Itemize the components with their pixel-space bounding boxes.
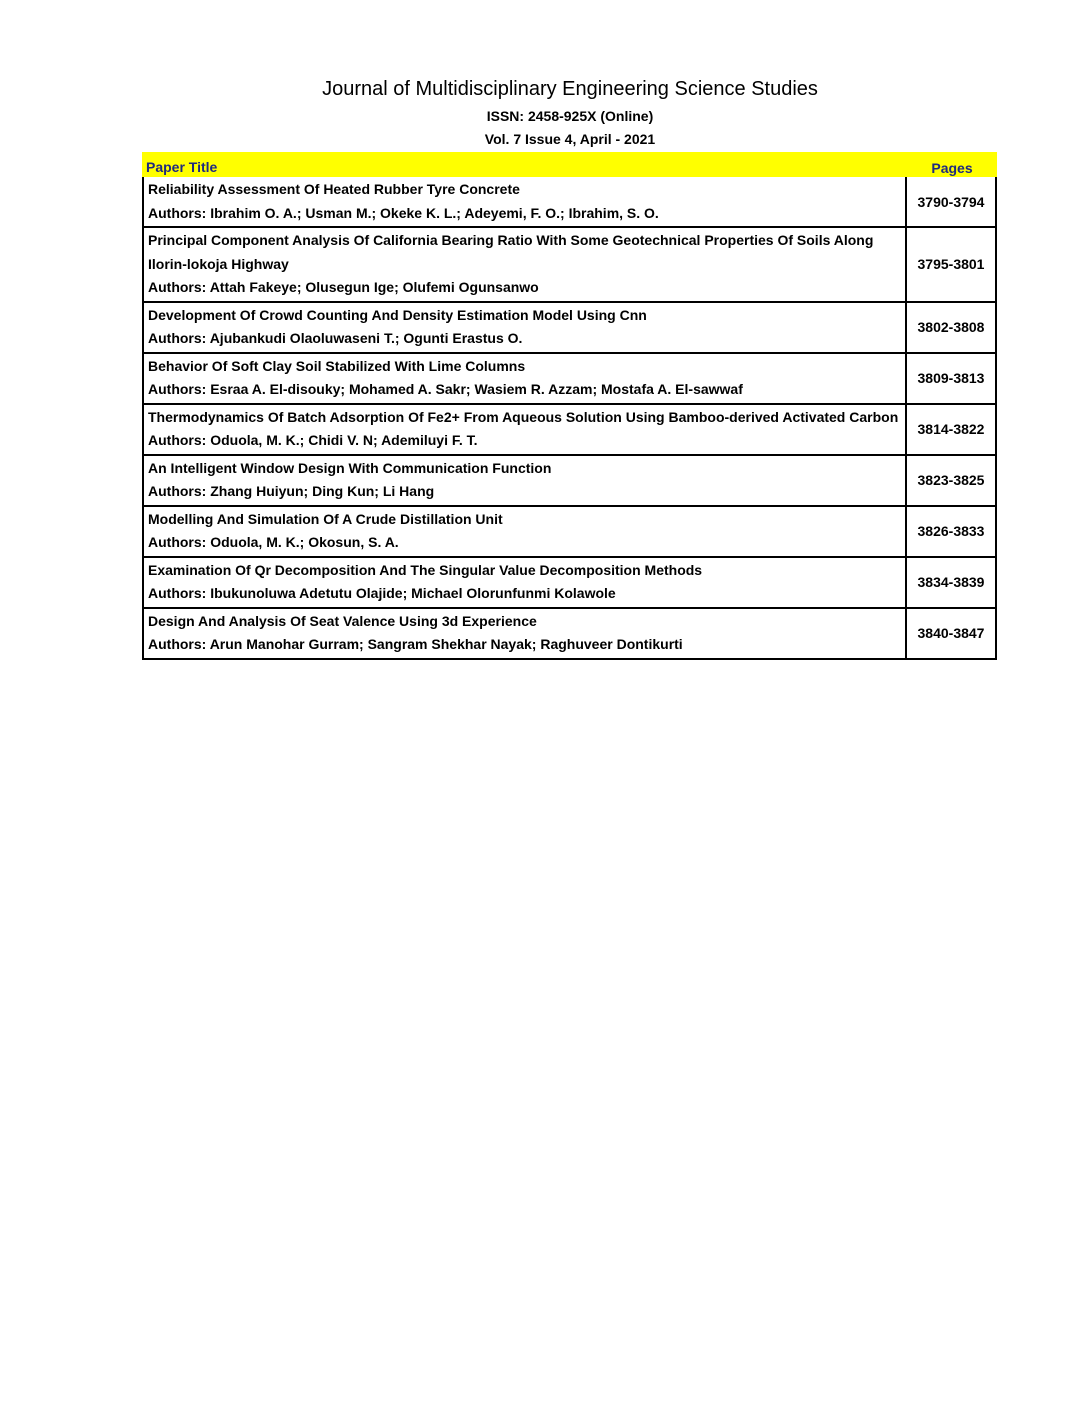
table-row [142,228,997,303]
table-of-contents [142,152,997,660]
table-header [142,152,997,177]
paper-authors: Authors: Ajubankudi Olaoluwaseni T.; Ogunti Erastus O. [148,330,523,346]
paper-title-column-header: Paper Title [146,159,218,175]
title-cell [144,405,905,454]
table-row [142,405,997,456]
paper-title: Design And Analysis Of Seat Valence Using 3d Experience [148,612,537,629]
paper-authors: Authors: Arun Manohar Gurram; Sangram Shekhar Nayak; Raghuveer Dontikurti [148,636,683,652]
table-row [142,558,997,609]
paper-title: Examination Of Qr Decomposition And The Singular Value Decomposition Methods [148,561,703,578]
paper-title: Reliability Assessment Of Heated Rubber Tyre Concrete [148,181,520,197]
pages-cell: 3834-3839 [905,558,995,607]
paper-authors: Authors: Oduola, M. K.; Chidi V. N; Ademiluyi F. T. [148,432,478,448]
table-row [142,354,997,405]
paper-title: An Intelligent Window Design With Communication Function [148,459,552,476]
paper-title: Principal Component Analysis Of California Bearing Ratio With Some Geotechnical Properties Of Soils Along Ilorin-lokoja Highway [148,232,874,272]
volume-line: Vol. 7 Issue 4, April - 2021 [484,131,656,147]
table-row [142,507,997,558]
title-cell [144,456,905,505]
paper-title: Thermodynamics Of Batch Adsorption Of Fe2+ From Aqueous Solution Using Bamboo-derived Activated Carbon [148,408,899,425]
pages-cell: 3814-3822 [905,405,995,454]
paper-authors: Authors: Esraa A. El-disouky; Mohamed A. Sakr; Wasiem R. Azzam; Mostafa A. El-sawwaf [148,381,743,397]
paper-title: Modelling And Simulation Of A Crude Distillation Unit [148,510,503,527]
title-cell [144,609,905,658]
paper-authors: Authors: Oduola, M. K.; Okosun, S. A. [148,534,399,550]
paper-authors: Authors: Ibrahim O. A.; Usman M.; Okeke K. L.; Adeyemi, F. O.; Ibrahim, S. O. [148,204,659,221]
pages-cell: 3809-3813 [905,354,995,403]
issn-line: ISSN: 2458-925X (Online) [486,108,654,124]
pages-cell: 3802-3808 [905,303,995,352]
title-cell [144,303,905,352]
pages-cell: 3840-3847 [905,609,995,658]
paper-authors: Authors: Attah Fakeye; Olusegun Ige; Olufemi Ogunsanwo [148,279,539,295]
pages-cell: 3826-3833 [905,507,995,556]
pages-cell: 3823-3825 [905,456,995,505]
pages-column-header: Pages [931,160,973,176]
table-row [142,456,997,507]
paper-authors: Authors: Zhang Huiyun; Ding Kun; Li Hang [148,483,435,499]
title-cell [144,507,905,556]
paper-title: Development Of Crowd Counting And Density Estimation Model Using Cnn [148,306,647,323]
table-row [142,303,997,354]
title-cell [144,354,905,403]
pages-cell: 3795-3801 [905,228,995,301]
pages-cell: 3790-3794 [905,177,995,226]
title-cell [144,228,905,301]
paper-authors: Authors: Ibukunoluwa Adetutu Olajide; Michael Olorunfunmi Kolawole [148,585,616,601]
title-cell [144,177,905,226]
table-row [142,177,997,228]
title-cell [144,558,905,607]
paper-title: Behavior Of Soft Clay Soil Stabilized With Lime Columns [148,357,526,374]
journal-title: Journal of Multidisciplinary Engineering Science Studies [322,78,818,100]
table-row [142,609,997,660]
